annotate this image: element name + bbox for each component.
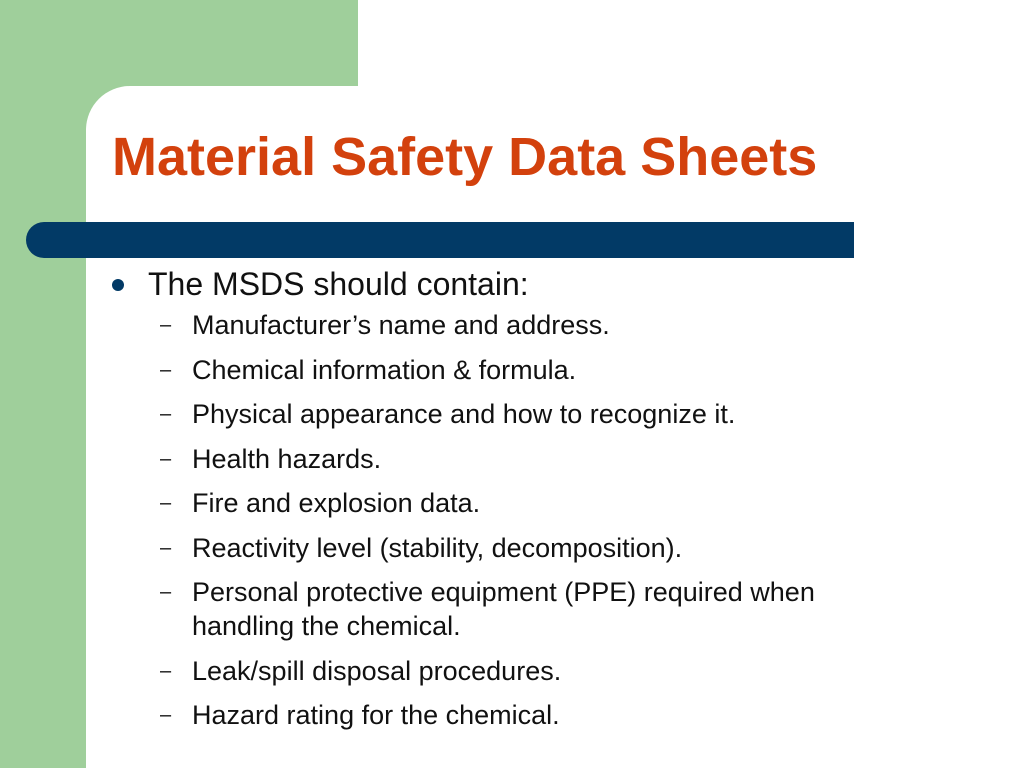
dash-icon: –	[160, 581, 172, 603]
dash-icon: –	[160, 314, 172, 336]
slide-title: Material Safety Data Sheets	[112, 127, 818, 187]
list-item	[160, 654, 920, 688]
list-item	[160, 698, 920, 732]
list-item	[160, 308, 920, 342]
list-item	[160, 531, 920, 565]
dash-icon: –	[160, 447, 172, 470]
list-item	[160, 397, 920, 431]
dash-icon: –	[160, 536, 172, 559]
dash-icon: –	[160, 659, 172, 682]
list-item-text: Fire and explosion data.	[192, 488, 481, 518]
list-item-text: Personal protective equipment (PPE) required when handling the chemical.	[192, 577, 815, 641]
list-item-text: Physical appearance and how to recognize it.	[192, 399, 736, 429]
list-item	[160, 575, 920, 643]
sub-bullet-list	[160, 308, 920, 743]
list-item-text: Hazard rating for the chemical.	[192, 700, 560, 730]
list-item-text: Health hazards.	[192, 443, 382, 474]
dash-icon: –	[160, 358, 172, 381]
list-item	[160, 486, 920, 520]
dash-icon: –	[160, 492, 172, 514]
list-item-text: Leak/spill disposal procedures.	[192, 655, 562, 686]
main-bullet-text: The MSDS should contain:	[148, 266, 529, 302]
list-item	[160, 442, 920, 476]
dash-icon: –	[160, 704, 172, 726]
list-item	[160, 353, 920, 387]
bullet-icon	[112, 279, 124, 291]
list-item-text: Manufacturer’s name and address.	[192, 310, 610, 340]
list-item-text: Reactivity level (stability, decomposition).	[192, 532, 683, 563]
dash-icon: –	[160, 403, 172, 425]
list-item-text: Chemical information & formula.	[192, 354, 577, 385]
